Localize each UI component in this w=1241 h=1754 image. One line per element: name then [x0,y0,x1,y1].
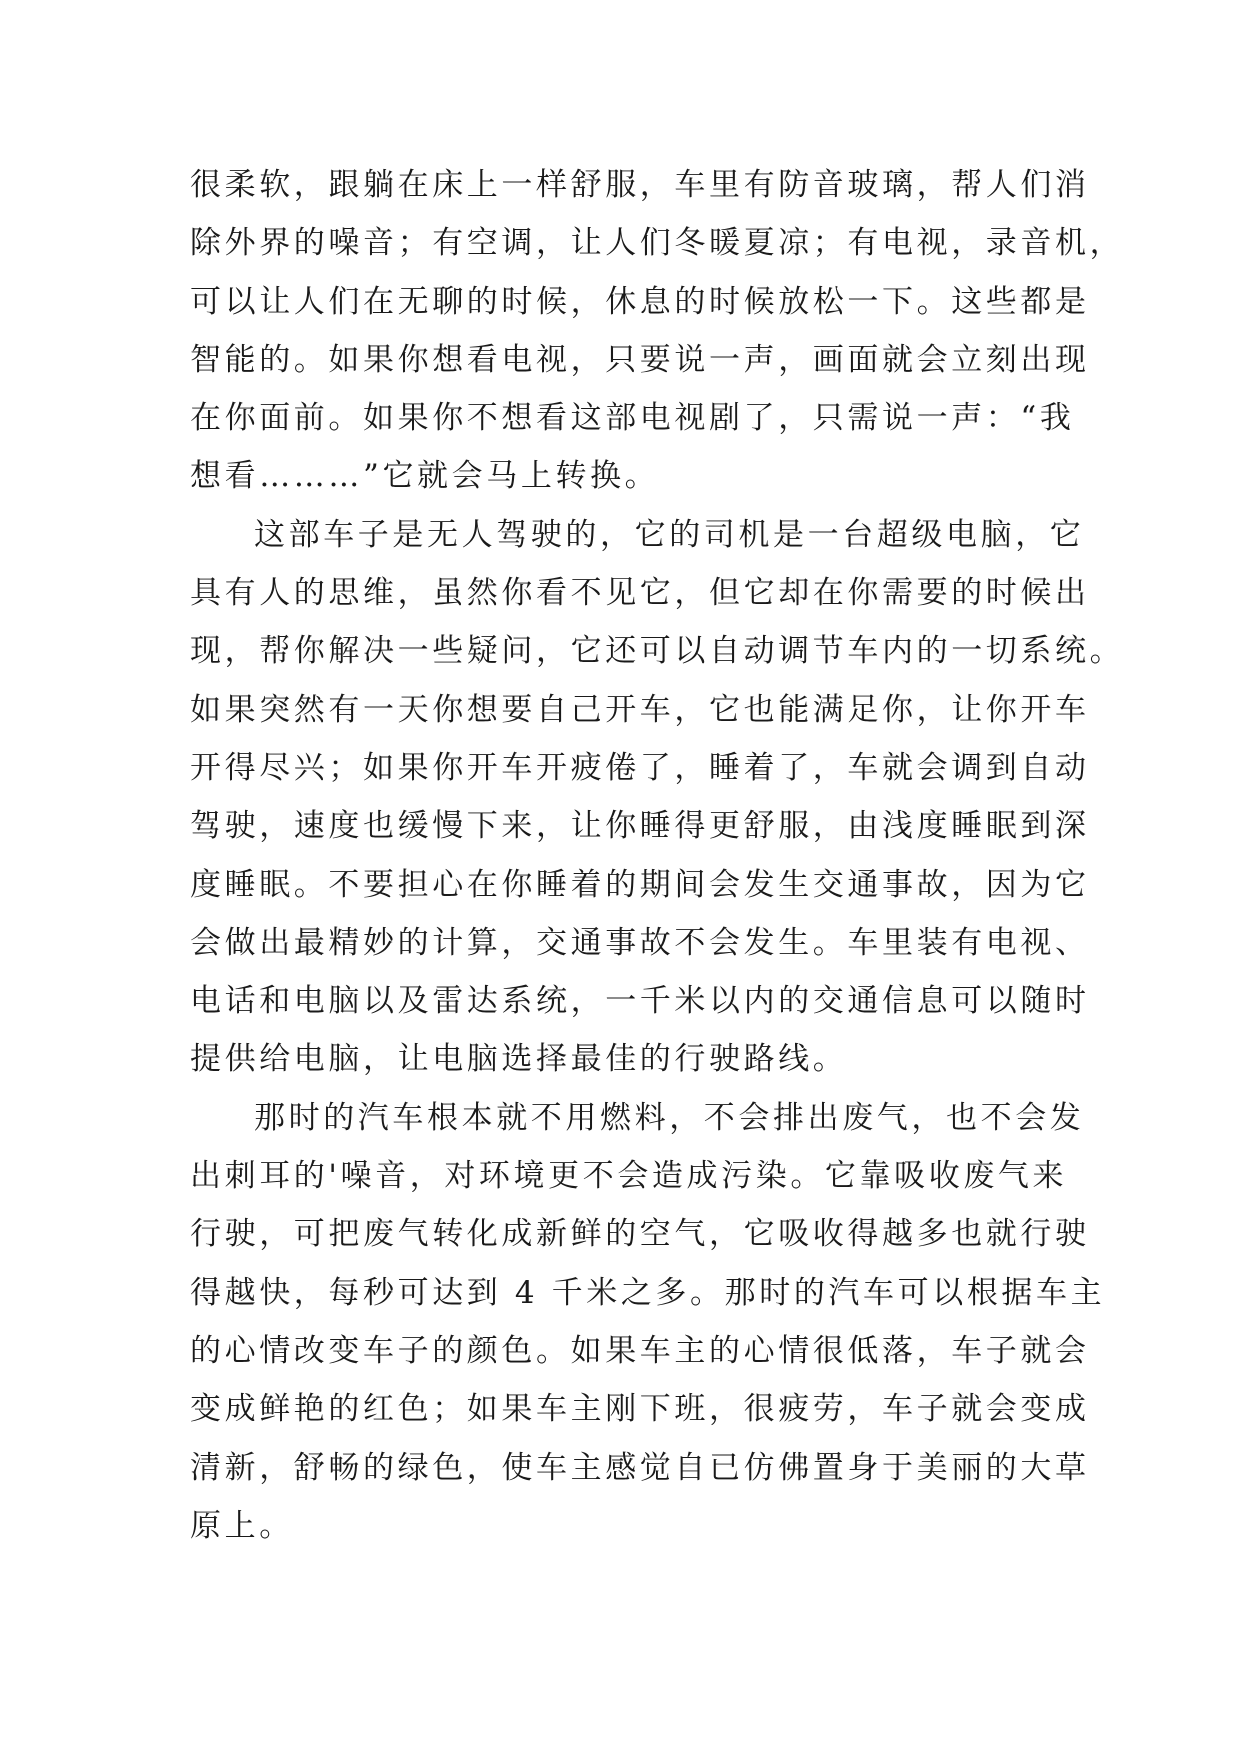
text-line: 可以让人们在无聊的时候，休息的时候放松一下。这些都是 [190,283,1090,320]
text-line: 电话和电脑以及雷达系统，一千米以内的交通信息可以随时 [190,983,1090,1020]
text-line: 驾驶，速度也缓慢下来，让你睡得更舒服，由浅度睡眠到深 [190,808,1090,845]
text-line: 除外界的噪音；有空调，让人们冬暖夏凉；有电视，录音机， [190,225,1125,262]
text-line: 提供给电脑，让电脑选择最佳的行驶路线。 [190,1041,848,1078]
paragraph-start-line: 那时的汽车根本就不用燃料，不会排出废气，也不会发 [254,1099,1085,1136]
text-line: 度睡眠。不要担心在你睡着的期间会发生交通事故，因为它 [190,866,1090,903]
text-line: 智能的。如果你想看电视，只要说一声，画面就会立刻出现 [190,341,1090,378]
paragraph-start-line: 这部车子是无人驾驶的，它的司机是一台超级电脑，它 [254,516,1085,553]
text-line: 在你面前。如果你不想看这部电视剧了，只需说一声：“我 [190,400,1075,437]
text-line: 如果突然有一天你想要自己开车，它也能满足你，让你开车 [190,691,1090,728]
text-line: 出刺耳的'噪音，对环境更不会造成污染。它靠吸收废气来 [190,1158,1068,1195]
text-line: 想看………”它就会马上转换。 [190,458,660,495]
text-line: 得越快，每秒可达到 4 千米之多。那时的汽车可以根据车主 [190,1274,1106,1311]
text-line: 原上。 [190,1507,294,1544]
text-line: 现，帮你解决一些疑问，它还可以自动调节车内的一切系统。 [190,633,1125,670]
text-line: 具有人的思维，虽然你看不见它，但它却在你需要的时候出 [190,575,1090,612]
text-line: 会做出最精妙的计算，交通事故不会发生。车里装有电视、 [190,924,1090,961]
text-line: 行驶，可把废气转化成新鲜的空气，它吸收得越多也就行驶 [190,1216,1090,1253]
body-text [190,156,1125,1555]
text-line: 变成鲜艳的红色；如果车主刚下班，很疲劳，车子就会变成 [190,1391,1090,1428]
text-line: 清新，舒畅的绿色，使车主感觉自已仿佛置身于美丽的大草 [190,1449,1090,1486]
text-line: 的心情改变车子的颜色。如果车主的心情很低落，车子就会 [190,1332,1090,1369]
text-line: 很柔软，跟躺在床上一样舒服，车里有防音玻璃，帮人们消 [190,167,1090,203]
text-line: 开得尽兴；如果你开车开疲倦了，睡着了，车就会调到自动 [190,749,1090,786]
